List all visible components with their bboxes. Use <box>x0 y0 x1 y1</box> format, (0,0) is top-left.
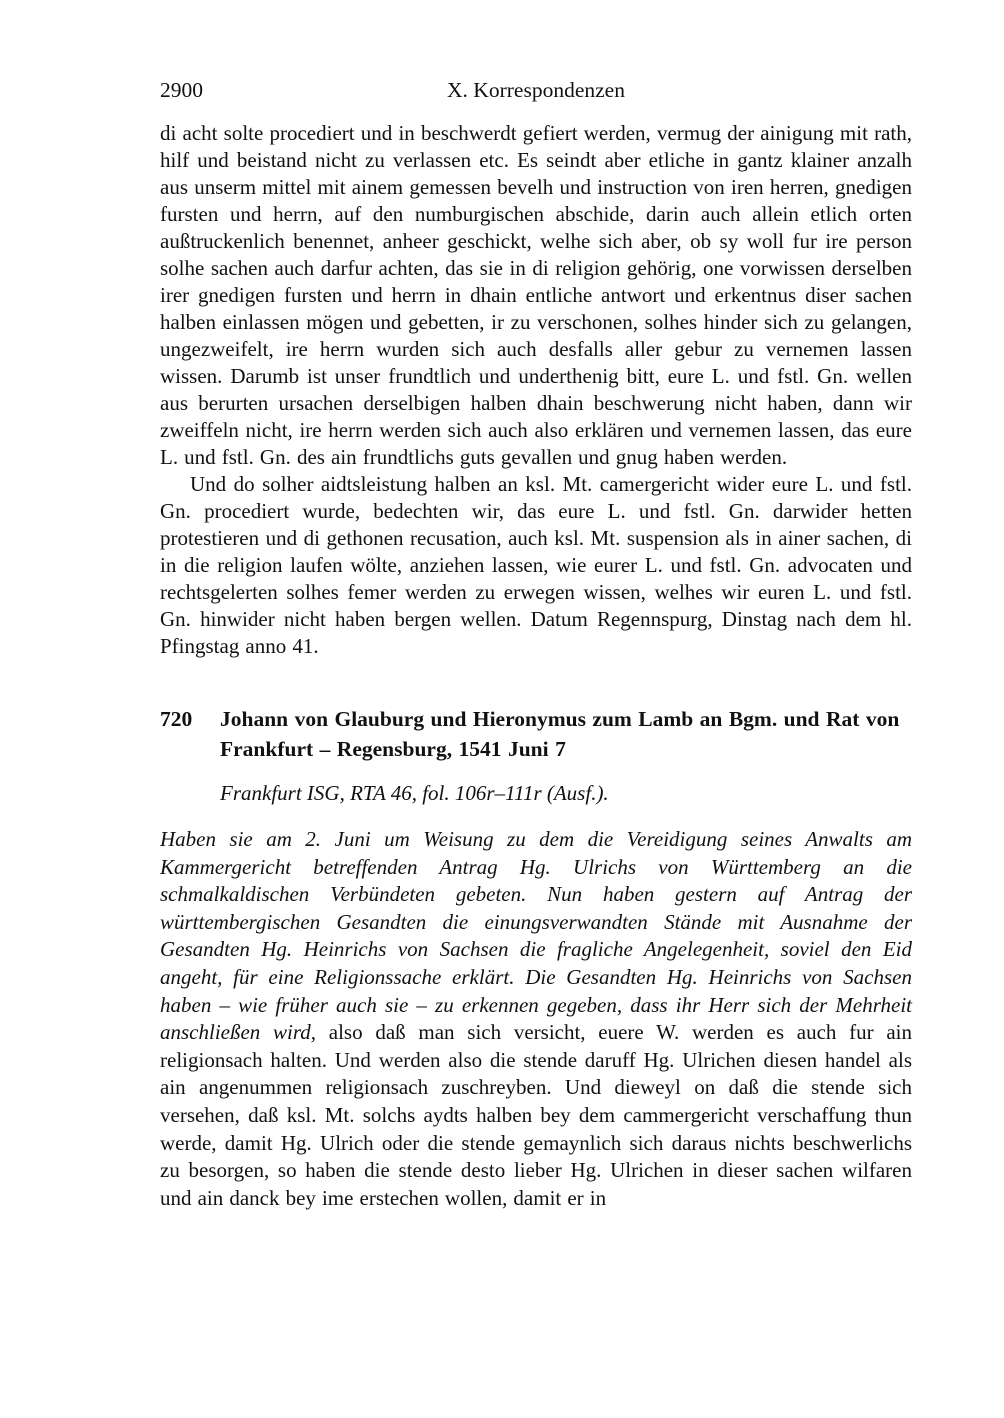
entry-title: Johann von Glauburg und Hieronymus zum Lamb an Bgm. und Rat von Frankfurt – Regensburg, 1541 Juni 7 <box>220 707 900 761</box>
entry-summary-paragraph <box>160 826 912 1212</box>
archival-source-line: Frankfurt ISG, RTA 46, fol. 106r–111r (Ausf.). <box>220 781 609 805</box>
letter-paragraph-closing: Und do solher aidtsleistung halben an ksl. Mt. camergericht wider eure L. und fstl. Gn. procediert wurde, bedechten wir, das eure L. und fstl. Gn. darwider hetten protestieren und di gethonen recusation, auch ksl. Mt. suspension als in ainer sachen, di in die religion laufen wölte, anziehen lassen, wie eurer L. und fstl. Gn. advocaten und rechtsgelerten solhes femer werden zu erwegen wissen, welhes wir euren L. und fstl. Gn. hinwider nicht haben bergen wellen. Datum Regennspurg, Dinstag nach dem hl. Pfingstag anno 41. <box>160 472 912 658</box>
letter-paragraph-continuation: di acht solte procediert und in beschwerdt gefiert werden, vermug der ainigung mit rath, hilf und beistand nicht zu verlassen etc. Es seindt aber etliche in gantz klainer anzalh aus unserm mittel mit ainem gemessen bevelh und instruction von iren herren, gnedigen fursten und herrn, auf den numburgischen abschide, darin auch allein etlich orten außtruckenlich benennet, anheer geschickt, welhe sich aber, ob sy woll fur ire person solhe sachen auch darfur achten, das sie in di religion gehörig, one vorwissen derselben irer gnedigen fursten und herrn in dhain entliche antwort und erkentnus diser sachen halben einlassen mögen und gebetten, ir zu verschonen, solhes hinder sich zu gelangen, ungezweifelt, ire herrn wurden sich auch desfalls aller gebur zu vernemen lassen wissen. Darumb ist unser frundtlich und underthenig bitt, eure L. und fstl. Gn. wellen aus berurten ursachen derselbigen halben dhain beschwerung nicht haben, dann wir zweiffeln nicht, ire herrn werden sich auch also erklären und vernemen lassen, das eure L. und fstl. Gn. des ain frundtlichs guts gevallen und gnug haben werden. <box>160 121 912 469</box>
text-column <box>160 78 912 1233</box>
page-number: 2900 <box>160 78 203 102</box>
entry-number: 720 <box>160 707 193 731</box>
summary-quoted-text: also daß man sich versicht, euere W. werden es auch fur ain religionsach halten. Und werden also die stende daruff Hg. Ulrichen diesen handel als ain angenummen religionsach zuschreyben. Und dieweyl on daß die stende sich versehen, daß ksl. Mt. solchs aydts halben bey dem cammergericht verschaffung thun werde, damit Hg. Ulrich oder die stende gemaynlich sich daraus nichts beschwerlichs zu besorgen, so haben die stende desto lieber Hg. Ulrichen in dieser sachen wilfaren und ain danck bey ime erstechen wollen, damit er in <box>160 1020 912 1210</box>
summary-italic-text: Haben sie am 2. Juni um Weisung zu dem die Vereidigung seines Anwalts am Kammergericht betreffenden Antrag Hg. Ulrichs von Württemberg an die schmalkaldischen Verbündeten gebeten. Nun haben gestern auf Antrag der württembergischen Gesandten die einungsverwandten Stände mit Ausnahme der Gesandten Hg. Heinrichs von Sachsen die fragliche Angelegenheit, soviel den Eid angeht, für eine Religionssache erklärt. Die Gesandten Hg. Heinrichs von Sachsen haben – wie früher auch sie – zu erkennen gegeben, dass ihr Herr sich der Mehrheit anschließen wird, <box>160 827 912 1045</box>
running-title: X. Korrespondenzen <box>447 78 625 102</box>
entry-heading <box>160 704 912 764</box>
page-header <box>160 78 912 106</box>
